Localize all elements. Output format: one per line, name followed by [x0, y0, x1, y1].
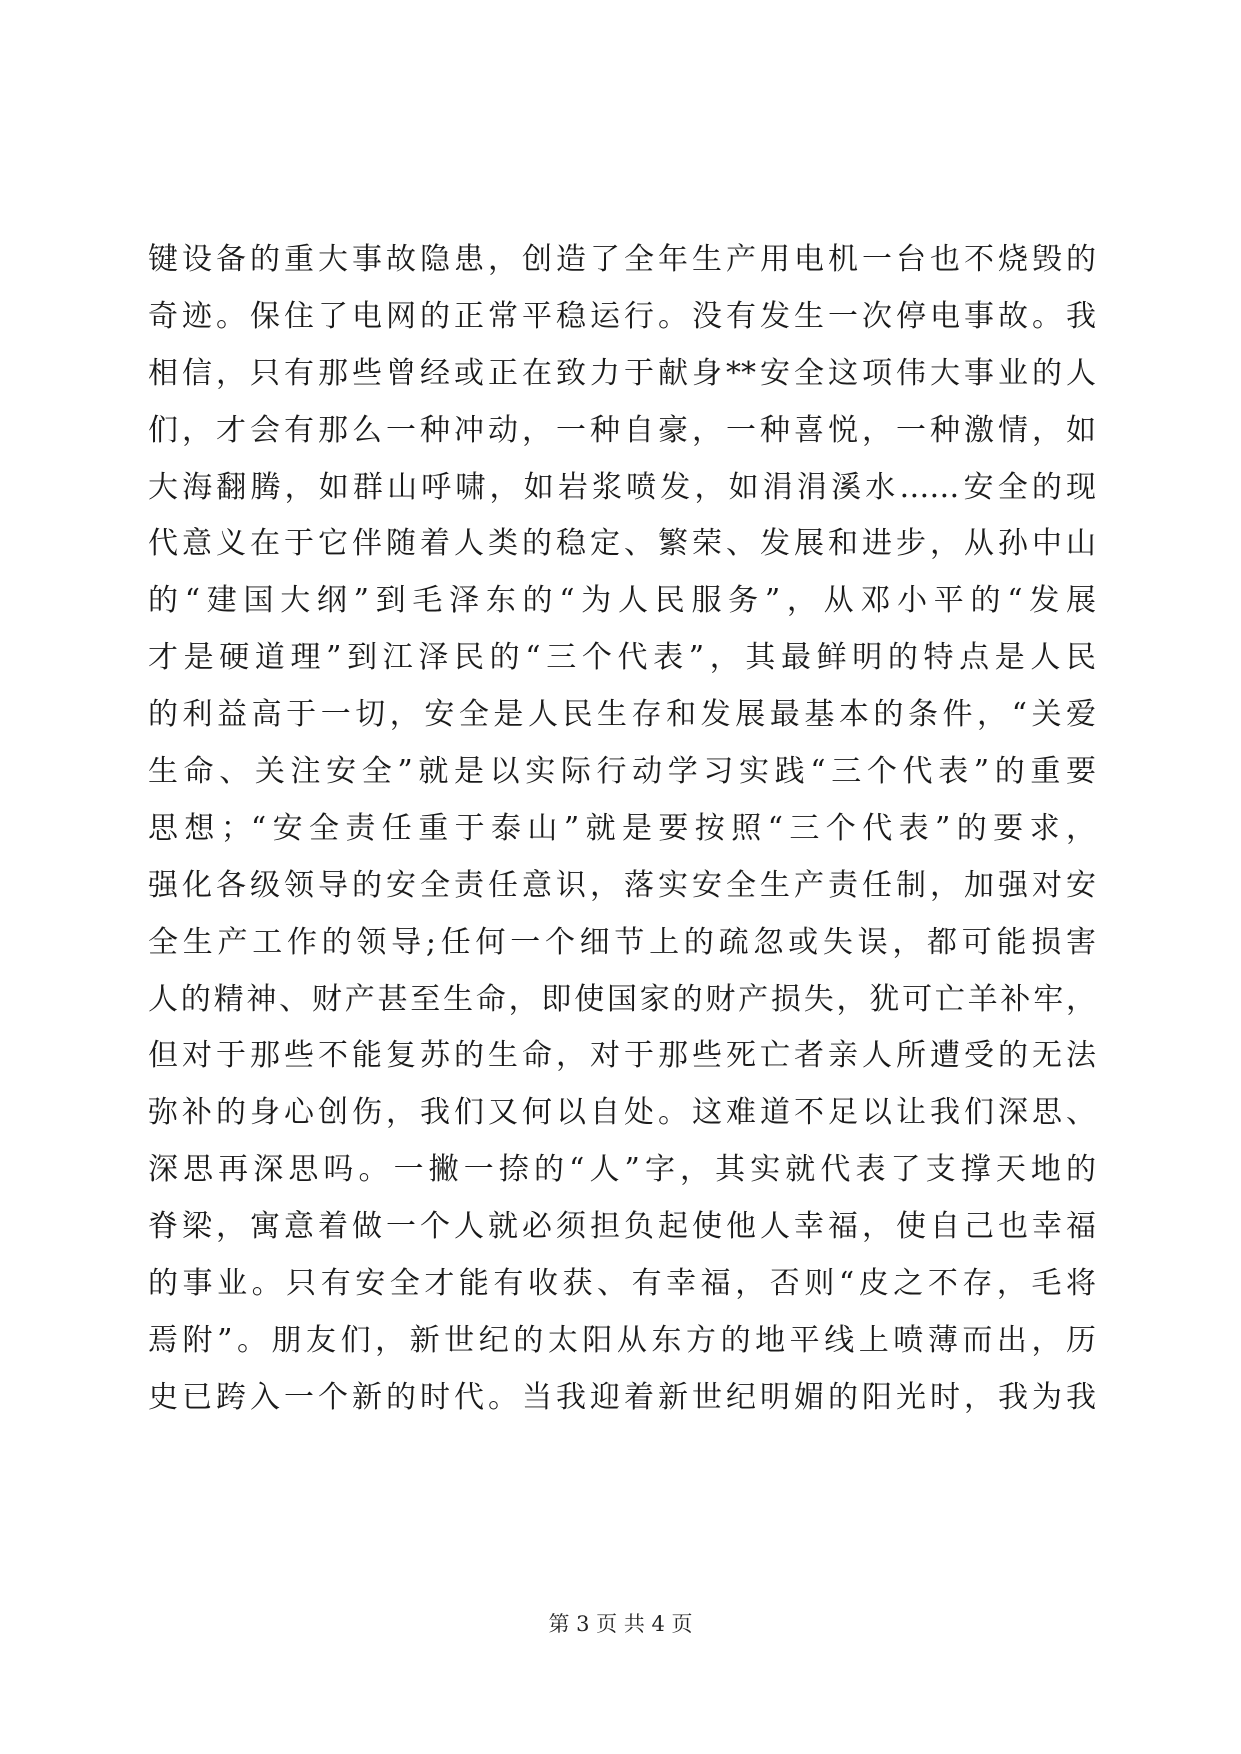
page-number-footer: 第 3 页 共 4 页 — [548, 1612, 693, 1636]
text-line: 史已跨入一个新的时代。当我迎着新世纪明媚的阳光时，我为我 — [148, 1379, 1096, 1415]
text-line: 大海翻腾，如群山呼啸，如岩浆喷发，如涓涓溪水……安全的现 — [148, 469, 1096, 505]
text-line: 的事业。只有安全才能有收获、有幸福，否则“皮之不存，毛将 — [148, 1266, 1096, 1302]
text-line: 奇迹。保住了电网的正常平稳运行。没有发生一次停电事故。我 — [148, 298, 1096, 334]
text-line: 才是硬道理”到江泽民的“三个代表”，其最鲜明的特点是人民 — [148, 640, 1096, 676]
text-line: 生命、关注安全”就是以实际行动学习实践“三个代表”的重要 — [148, 754, 1096, 790]
text-line: 焉附”。朋友们，新世纪的太阳从东方的地平线上喷薄而出，历 — [148, 1322, 1096, 1358]
text-line: 全生产工作的领导;任何一个细节上的疏忽或失误，都可能损害 — [148, 924, 1096, 960]
body-text — [148, 232, 1096, 1427]
text-line: 的利益高于一切，安全是人民生存和发展最基本的条件，“关爱 — [148, 697, 1096, 733]
text-line: 深思再深思吗。一撇一捺的“人”字，其实就代表了支撑天地的 — [148, 1152, 1096, 1188]
text-line: 相信，只有那些曾经或正在致力于献身**安全这项伟大事业的人 — [148, 355, 1096, 391]
text-line: 代意义在于它伴随着人类的稳定、繁荣、发展和进步，从孙中山 — [148, 526, 1096, 562]
text-line: 键设备的重大事故隐患，创造了全年生产用电机一台也不烧毁的 — [148, 242, 1096, 277]
text-line: 但对于那些不能复苏的生命，对于那些死亡者亲人所遭受的无法 — [148, 1038, 1096, 1074]
text-line: 人的精神、财产甚至生命，即使国家的财产损失，犹可亡羊补牢， — [148, 981, 1096, 1017]
text-line: 弥补的身心创伤，我们又何以自处。这难道不足以让我们深思、 — [148, 1095, 1096, 1131]
text-line: 强化各级领导的安全责任意识，落实安全生产责任制，加强对安 — [148, 867, 1096, 903]
text-line: 思想；“安全责任重于泰山”就是要按照“三个代表”的要求， — [148, 810, 1096, 846]
text-line: 的“建国大纲”到毛泽东的“为人民服务”，从邓小平的“发展 — [148, 583, 1096, 619]
text-line: 们，才会有那么一种冲动，一种自豪，一种喜悦，一种激情，如 — [148, 412, 1096, 448]
text-line: 脊梁，寓意着做一个人就必须担负起使他人幸福，使自己也幸福 — [148, 1209, 1096, 1245]
